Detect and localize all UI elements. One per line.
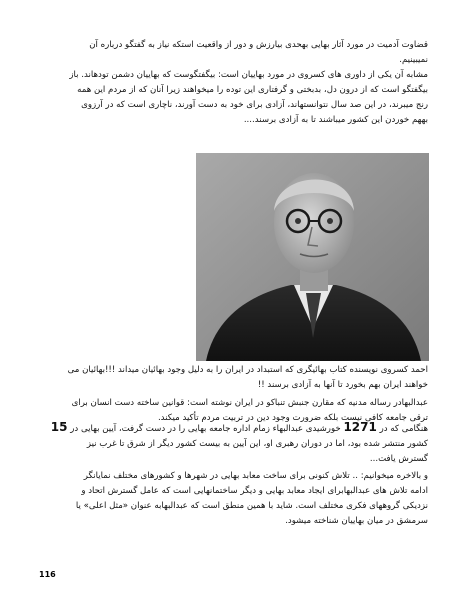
text-segment: خورشیدی عبدالبهاء زمام اداره جامعه بهایی را در دست گرفت، آیین بهایی در [67,424,344,434]
paragraph-line: بیگفتگو است که از درون دل، بدبختی و گرفتاری این توده را میخواهند زیرا آنان که از مردم این همه [77,85,428,95]
paragraph-line: بههم خوردن این کشور میباشند تا به آزادی برسند.... [243,115,428,125]
paragraph-line: نمیبینیم. [399,55,428,65]
paragraph-line: نزدیکی گروههای فکری مختلف است. شاید با همین منطق است که عبدالبهابه عنوان «مثل اعلی» یا [75,501,428,511]
portrait-image [196,153,429,361]
paragraph-line: گسترش یافت... [369,454,428,464]
paragraph-2 [46,68,428,128]
paragraph-4 [46,420,428,467]
year-number: 1271 [343,420,377,434]
paragraph-line: عبدالبهادر رساله مدنیه که مقارن جنبش تنباکو در ایران نوشته است: قوانین ساخته دست انسان برای [71,398,428,408]
paragraph-line: قضاوت آدمیت در مورد آثار بهایی بهحدی بیارزش و دور از واقعیت استکه نیاز به گفتگو درباره آن [89,40,428,50]
caption-line: خواهند ایران بهم بخورد تا آنها به آزادی برسند !! [257,380,428,390]
text-segment: هنگامی که در [376,424,428,434]
paragraph-line: ادامه تلاش های عبدالبهابرای ایجاد معابد بهایی و دیگر ساختمانهایی است که عامل گسترش اتحاد و [81,486,428,496]
portrait-photo [196,153,429,361]
paragraph-line [46,420,428,437]
paragraph-line: ترقی جامعه کافی نیست بلکه ضرورت وجود دین در تربیت مردم تأکید میکند. [157,413,428,423]
paragraph-line: سرمشق در میان بهاییان شناخته میشود. [285,516,428,526]
photo-caption [46,363,428,393]
country-count: 15 [50,420,68,434]
paragraph-line: و بالاخره میخوانیم: .. تلاش کنونی برای ساخت معابد بهایی در شهرها و کشورهای مختلف نمایانگر [83,471,428,481]
paragraph-line: کشور منتشر شده بود، اما در دوران رهبری او، این آیین به بیست کشور دیگر از شرق تا غرب نیز [86,439,428,449]
paragraph-5 [46,469,428,529]
paragraph-line: رنج میبرند، در این صد سال نتوانستهاند، آزادی برای خود به دست آورند، ناچاری است که در آرزوی [81,100,428,110]
paragraph-line: مشابه آن یکی از داوری های کسروی در مورد بهاییان است: بیگفتگوست که بهاییان دشمن تودهاند. باز [69,70,428,80]
page-number: 116 [39,570,56,579]
caption-line: احمد کسروی نویسنده کتاب بهائیگری که استبداد در ایران را به دلیل وجود بهائیان میداند !!!بهائیان می [67,365,428,375]
paragraph-1 [46,38,428,68]
